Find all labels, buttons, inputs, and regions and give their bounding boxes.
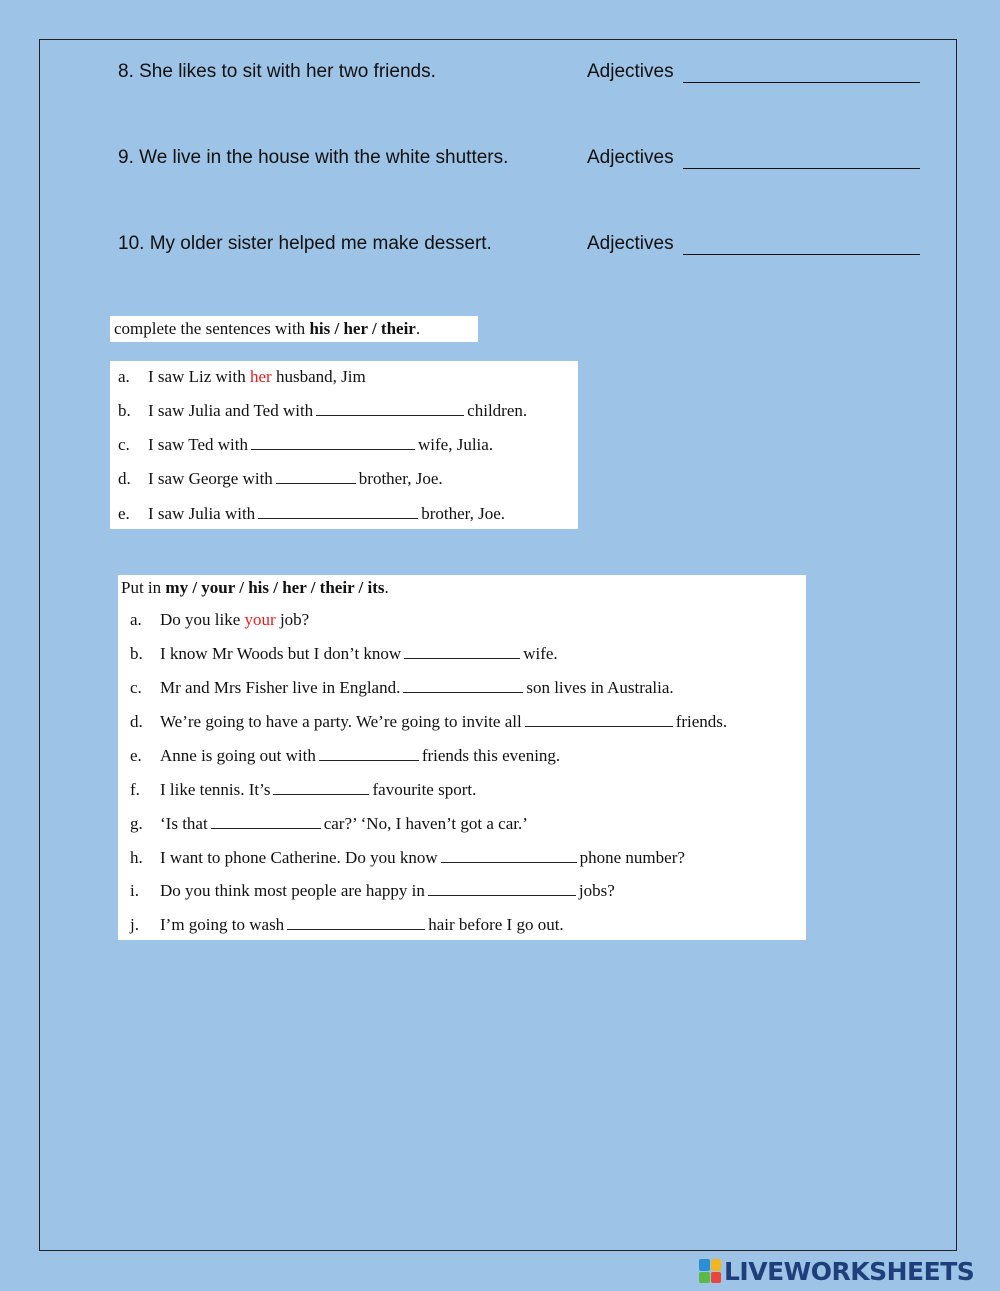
item-text: Mr and Mrs Fisher live in England. bbox=[160, 678, 401, 697]
exercise2-box bbox=[118, 575, 806, 940]
item-text: I’m going to wash bbox=[160, 915, 285, 934]
item-text: ‘Is that bbox=[160, 814, 208, 833]
item-letter: b. bbox=[130, 644, 143, 663]
item-letter: e. bbox=[130, 746, 142, 765]
instruction-text-end: . bbox=[415, 319, 421, 338]
item-letter: a. bbox=[118, 367, 130, 386]
item-text: We’re going to have a party. We’re going to invite all bbox=[160, 712, 522, 731]
adjective-item-10 bbox=[118, 233, 923, 263]
answer-blank[interactable] bbox=[258, 503, 418, 519]
answer-blank[interactable] bbox=[211, 813, 321, 829]
answer-blank[interactable] bbox=[287, 914, 425, 930]
item-text-end: wife, Julia. bbox=[418, 435, 494, 454]
item-text-end: son lives in Australia. bbox=[526, 678, 674, 697]
adjectives-label: Adjectives bbox=[587, 147, 674, 168]
item-text-end: brother, Joe. bbox=[421, 504, 506, 523]
item-text-end: husband, Jim bbox=[271, 367, 366, 386]
item-letter: e. bbox=[118, 504, 130, 523]
answer-blank[interactable] bbox=[273, 779, 369, 795]
item-letter: j. bbox=[130, 915, 139, 934]
logo-text: LIVEWORKSHEETS bbox=[724, 1256, 975, 1286]
item-letter: c. bbox=[118, 435, 130, 454]
item-text: I know Mr Woods but I don’t know bbox=[160, 644, 402, 663]
item-text-end: favourite sport. bbox=[372, 780, 477, 799]
adjectives-answer-line[interactable] bbox=[683, 168, 920, 169]
item-text-end: hair before I go out. bbox=[428, 915, 564, 934]
item-letter: h. bbox=[130, 848, 143, 867]
item-text: Do you like bbox=[160, 610, 245, 629]
item-letter: a. bbox=[130, 610, 142, 629]
adjectives-label: Adjectives bbox=[587, 233, 674, 254]
item-text-end: job? bbox=[275, 610, 310, 629]
adjective-sentence: 8. She likes to sit with her two friends. bbox=[118, 61, 436, 82]
item-letter: f. bbox=[130, 780, 140, 799]
item-letter: g. bbox=[130, 814, 143, 833]
item-text-end: friends. bbox=[675, 712, 728, 731]
item-text: Anne is going out with bbox=[160, 746, 316, 765]
item-letter: b. bbox=[118, 401, 131, 420]
answer-blank[interactable] bbox=[251, 434, 415, 450]
adjective-sentence: 9. We live in the house with the white shutters. bbox=[118, 147, 509, 168]
answer-example: your bbox=[244, 610, 276, 629]
item-text: I saw Liz with bbox=[148, 367, 250, 386]
item-text: I saw George with bbox=[148, 469, 273, 488]
title-text: Put in bbox=[121, 578, 166, 597]
item-text-end: friends this evening. bbox=[421, 746, 561, 765]
exercise2-title bbox=[121, 577, 389, 599]
adjective-item-9 bbox=[118, 147, 923, 177]
item-text: I want to phone Catherine. Do you know bbox=[160, 848, 438, 867]
answer-example: her bbox=[249, 367, 272, 386]
item-text-end: wife. bbox=[523, 644, 558, 663]
liveworksheets-logo bbox=[699, 1256, 974, 1286]
item-text: I saw Ted with bbox=[148, 435, 249, 454]
title-bold-text: my / your / his / her / their / its bbox=[165, 578, 385, 597]
instruction-bold-text: his / her / their bbox=[309, 319, 416, 338]
item-text-end: children. bbox=[467, 401, 528, 420]
adjectives-answer-line[interactable] bbox=[683, 254, 920, 255]
answer-blank[interactable] bbox=[276, 468, 356, 484]
item-text: Do you think most people are happy in bbox=[160, 881, 425, 900]
adjectives-label: Adjectives bbox=[587, 61, 674, 82]
answer-blank[interactable] bbox=[428, 880, 576, 896]
liveworksheets-logo-icon bbox=[699, 1259, 721, 1283]
answer-blank[interactable] bbox=[319, 745, 419, 761]
item-text-end: brother, Joe. bbox=[358, 469, 443, 488]
answer-blank[interactable] bbox=[403, 677, 523, 693]
item-text: I saw Julia with bbox=[148, 504, 256, 523]
answer-blank[interactable] bbox=[525, 711, 673, 727]
answer-blank[interactable] bbox=[404, 643, 520, 659]
instruction-text: complete the sentences with bbox=[114, 319, 310, 338]
exercise1-box bbox=[110, 361, 578, 529]
item-text: I like tennis. It’s bbox=[160, 780, 271, 799]
title-text-end: . bbox=[384, 578, 389, 597]
item-text: I saw Julia and Ted with bbox=[148, 401, 314, 420]
item-letter: d. bbox=[118, 469, 131, 488]
adjectives-answer-line[interactable] bbox=[683, 82, 920, 83]
item-letter: d. bbox=[130, 712, 143, 731]
adjective-sentence: 10. My older sister helped me make dessert. bbox=[118, 233, 492, 254]
adjective-item-8 bbox=[118, 61, 923, 91]
item-text-end: jobs? bbox=[578, 881, 615, 900]
answer-blank[interactable] bbox=[441, 847, 577, 863]
exercise1-instruction bbox=[110, 316, 478, 342]
item-letter: c. bbox=[130, 678, 142, 697]
item-text-end: car?’ ‘No, I haven’t got a car.’ bbox=[323, 814, 528, 833]
item-text-end: phone number? bbox=[579, 848, 685, 867]
item-letter: i. bbox=[130, 881, 139, 900]
answer-blank[interactable] bbox=[316, 400, 464, 416]
